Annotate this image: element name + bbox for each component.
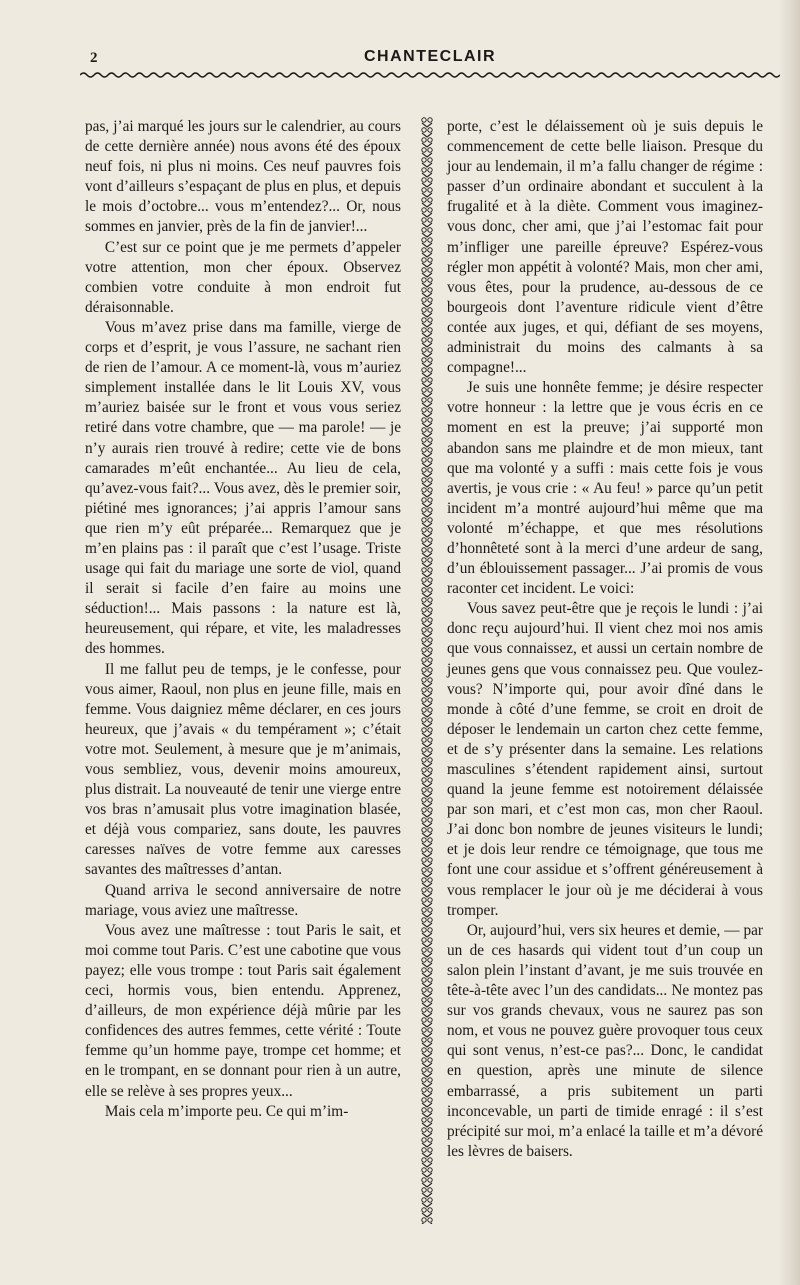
divider-ornament: [422, 778, 432, 787]
divider-ornament: [422, 468, 432, 477]
divider-ornament: [422, 1108, 432, 1117]
divider-ornament: [422, 1068, 432, 1077]
divider-ornament: [422, 868, 432, 877]
page-edge-shadow: [778, 0, 800, 1285]
text-column-right: [447, 117, 763, 1162]
divider-ornament: [422, 208, 432, 217]
divider-ornament: [422, 878, 432, 887]
divider-ornament: [422, 658, 432, 667]
divider-ornament: [422, 278, 432, 287]
divider-ornament: [422, 748, 432, 757]
divider-ornament: [422, 858, 432, 867]
divider-ornament: [422, 248, 432, 257]
divider-ornament: [422, 548, 432, 557]
divider-ornament: [422, 418, 432, 427]
divider-ornament: [422, 1028, 432, 1037]
divider-ornament: [422, 328, 432, 337]
page-number: 2: [90, 50, 98, 66]
right-column-paragraph: Vous savez peut-être que je reçois le lundi : j’ai donc reçu aujourd’hui. Il vient chez moi nos amis que vous connaissez, et aussi un certain nombre de jeunes gens que vous connaissez peu. Que voulez-vous? N’importe qui, pour avoir dîné dans le monde à côté d’une femme, se croit en droit de déposer le lendemain un carton chez cette femme, et de s’y présenter dans la semaine. Les relations masculines s’étendent rapidement ainsi, surtout quand la jeune femme est notoirement délaissée par son mari, et c’est mon cas, mon cher Raoul. J’ai donc bon nombre de jeunes visiteurs le lundi; et je dois leur rendre ce témoignage, que tous me font une cour assidue et s’offrent généreusement à vous remplacer le jour où je me déciderai à vous tromper.: [447, 600, 763, 919]
divider-ornament: [422, 698, 432, 707]
divider-ornament: [422, 1038, 432, 1047]
divider-ornament: [422, 518, 432, 527]
divider-ornament: [422, 228, 432, 237]
divider-ornament: [422, 578, 432, 587]
divider-ornament: [422, 908, 432, 917]
left-column-paragraph: C’est sur ce point que je me permets d’appeler votre attention, mon cher époux. Observez combien votre conduite à mon endroit fut déraisonnable.: [85, 238, 401, 316]
divider-ornament: [422, 288, 432, 297]
divider-ornament: [422, 558, 432, 567]
divider-ornament: [422, 638, 432, 647]
divider-ornament: [422, 168, 432, 177]
divider-ornament: [422, 938, 432, 947]
divider-ornament: [422, 1218, 432, 1224]
divider-ornament: [422, 598, 432, 607]
divider-ornament: [422, 758, 432, 767]
left-column-paragraph: pas, j’ai marqué les jours sur le calendrier, au cours de cette dernière année) nous avons été des époux neuf fois, ni plus ni moins. Ces neuf pauvres fois vont d’ailleurs s’espaçant de plus en plus, et depuis le mois d’octobre... vous m’entendez?... Or, nous sommes en janvier, près de la fin de janvier!...: [85, 118, 401, 236]
divider-ornament: [422, 918, 432, 927]
divider-ornament: [422, 508, 432, 517]
left-column-paragraph: Mais cela m’importe peu. Ce qui m’im-: [104, 1102, 349, 1120]
divider-ornament: [422, 828, 432, 837]
divider-ornament: [422, 1088, 432, 1097]
divider-ornament: [422, 738, 432, 747]
divider-ornament: [422, 1148, 432, 1157]
divider-ornament: [422, 428, 432, 437]
divider-ornament: [422, 268, 432, 277]
divider-ornament: [422, 538, 432, 547]
divider-ornament: [422, 1168, 432, 1177]
divider-ornament: [422, 648, 432, 657]
divider-ornament: [422, 398, 432, 407]
divider-ornament: [422, 1098, 432, 1107]
divider-ornament: [422, 838, 432, 847]
divider-ornament: [422, 618, 432, 627]
divider-ornament: [422, 928, 432, 937]
divider-ornament: [422, 968, 432, 977]
divider-ornament: [422, 1048, 432, 1057]
divider-ornament: [422, 138, 432, 147]
divider-ornament: [422, 448, 432, 457]
divider-ornament: [422, 498, 432, 507]
divider-ornament: [422, 808, 432, 817]
divider-ornament: [422, 1138, 432, 1147]
text-column-left: [85, 117, 401, 1122]
right-column-paragraph: porte, c’est le délaissement où je suis depuis le commencement de cette belle liaison. Presque du jour au lendemain, il m’a fallu changer de régime : passer d’un ordinaire abondant et succulent à la frugalité et à la diète. Comment vous imaginez-vous donc, cher ami, que j’ai l’estomac fait pour m’infliger une pareille épreuve? Espérez-vous régler mon appétit à volonté? Mais, mon cher ami, vous êtes, pour la prudence, au-dessous de ce bourgeois dont l’aventure ridicule vient d’être contée aux juges, et qui, défiant de ses moyens, administrait du moins des calmants à sa compagne!...: [447, 118, 763, 377]
divider-ornament: [422, 458, 432, 467]
divider-ornament: [422, 818, 432, 827]
divider-ornament: [422, 1198, 432, 1207]
divider-ornament: [422, 1178, 432, 1187]
divider-ornament: [422, 218, 432, 227]
divider-ornament: [422, 568, 432, 577]
divider-ornament: [422, 668, 432, 677]
divider-ornament: [422, 358, 432, 367]
divider-ornament: [422, 608, 432, 617]
divider-ornament: [422, 1078, 432, 1087]
divider-ornament: [422, 718, 432, 727]
divider-ornament: [422, 628, 432, 637]
divider-ornament: [422, 948, 432, 957]
divider-ornament: [422, 768, 432, 777]
divider-ornament: [422, 528, 432, 537]
divider-ornament: [422, 368, 432, 377]
divider-ornament: [422, 478, 432, 487]
divider-ornament: [422, 188, 432, 197]
divider-ornament: [422, 1188, 432, 1197]
divider-ornament: [422, 1008, 432, 1017]
left-column-paragraph: Vous avez une maîtresse : tout Paris le sait, et moi comme tout Paris. C’est une cabotine que vous payez; elle vous trompe : tout Paris sait également ceci, hormis vous, bien entendu. Apprenez, d’ailleurs, de mon expérience déjà mûrie par les confidences des autres femmes, cette vérité : Toute femme qu’un homme paye, trompe cet homme; et en le trompant, en se donnant pour rien à un autre, elle se relève à ses propres yeux...: [85, 921, 401, 1100]
running-title: CHANTECLAIR: [363, 48, 497, 65]
divider-ornament: [422, 958, 432, 967]
divider-ornament: [422, 1208, 432, 1217]
divider-ornament: [422, 848, 432, 857]
divider-ornament: [422, 438, 432, 447]
divider-ornament: [422, 1158, 432, 1167]
divider-ornament: [422, 318, 432, 327]
divider-ornament: [422, 588, 432, 597]
divider-ornament: [422, 158, 432, 167]
divider-ornament: [422, 988, 432, 997]
header-wavy-rule: [80, 68, 780, 82]
divider-ornament: [422, 728, 432, 737]
divider-ornament: [422, 388, 432, 397]
divider-ornament: [422, 378, 432, 387]
divider-ornament: [422, 258, 432, 267]
divider-ornament: [422, 978, 432, 987]
right-column-paragraph: Je suis une honnête femme; je désire respecter votre honneur : la lettre que je vous écris en ce moment en est la preuve; j’ai supporté mon abandon sans me plaindre et de mon mieux, tant que ma volonté y a suffi : mais cette fois je vous avertis, je vous crie : « Au feu! » parce qu’un petit incident m’a montré aujourd’hui même que ma volonté m’échappe, et que mes résolutions d’honnêteté sont à la merci d’une ardeur de sang, d’un éblouissement passager... J’ai promis de vous raconter cet incident. Le voici:: [447, 379, 763, 598]
divider-ornament: [422, 1118, 432, 1127]
divider-ornament: [422, 688, 432, 697]
divider-ornament: [422, 348, 432, 357]
divider-ornament: [422, 128, 432, 137]
divider-ornament: [422, 338, 432, 347]
divider-ornament: [422, 308, 432, 317]
divider-ornament: [422, 708, 432, 717]
left-column-paragraph: Il me fallut peu de temps, je le confesse, pour vous aimer, Raoul, non plus en jeune fille, mais en femme. Vous daigniez même déclarer, en ces jours heureux, que j’avais « du tempérament »; c’était votre mot. Seulement, à mesure que je m’animais, vous sembliez, vous, devenir moins amoureux, plus distrait. La nouveauté de tenir une vierge entre vos bras n’amusait plus votre imagination blasée, et déjà vous compariez, sans doute, les pauvres caresses naïves de votre femme aux caresses savantes des maîtresses d’antan.: [85, 660, 401, 879]
divider-ornament: [422, 298, 432, 307]
page-header: [80, 48, 780, 82]
divider-ornament: [422, 408, 432, 417]
divider-ornament: [422, 238, 432, 247]
divider-ornament: [422, 888, 432, 897]
divider-ornament: [422, 998, 432, 1007]
divider-ornament: [422, 118, 432, 127]
divider-ornament: [422, 178, 432, 187]
divider-ornament: [422, 678, 432, 687]
ornamental-column-divider: [415, 114, 439, 1224]
divider-ornament: [422, 1018, 432, 1027]
left-column-paragraph: Vous m’avez prise dans ma famille, vierge de corps et d’esprit, je vous l’assure, ne sachant rien de rien de l’amour. A ce moment-là, vous m’auriez simplement installée dans le lit Louis XV, vous m’auriez baisée sur le front et vous vous seriez retiré dans votre chambre, que — ma parole! — je n’y aurais rien trouvé à redire; cette vie de bons camarades m’eût enchantée... Au lieu de cela, qu’avez-vous fait?... Vous avez, dès le premier soir, piétiné mes ignorances; j’ai appris l’amour sans que rien m’y eût préparée... Remarquez que je m’en plains pas : il paraît que c’est l’usage. Triste usage qui fait du mariage une sorte de viol, quand il serait si facile d’en faire au moins une séduction!... Mais passons : la nature est là, heureusement, qui répare, et vite, les maladresses des hommes.: [85, 318, 401, 658]
left-column-paragraph: Quand arriva le second anniversaire de notre mariage, vous aviez une maîtresse.: [85, 881, 401, 919]
divider-ornament: [422, 488, 432, 497]
divider-ornament: [422, 148, 432, 157]
divider-ornament: [422, 898, 432, 907]
right-column-paragraph: Or, aujourd’hui, vers six heures et demie, — par un de ces hasards qui vident tout d’un coup un salon plein l’instant d’avant, je me suis trouvée en tête-à-tête avec l’un des candidats... Ne montez pas sur vos grands chevaux, vous ne saurez pas son nom, et vous ne pouvez guère provoquer tous ceux qui sont venus, n’est-ce pas?... Donc, le candidat en question, après une minute de silence embarrassé, a pris subitement un parti inconcevable, un parti de timide enragé : il s’est précipité sur moi, m’a enlacé la taille et m’a dévoré les lèvres de baisers.: [447, 921, 763, 1160]
divider-ornament: [422, 788, 432, 797]
divider-ornament: [422, 198, 432, 207]
divider-ornament: [422, 1058, 432, 1067]
divider-ornament: [422, 798, 432, 807]
divider-ornament: [422, 1128, 432, 1137]
